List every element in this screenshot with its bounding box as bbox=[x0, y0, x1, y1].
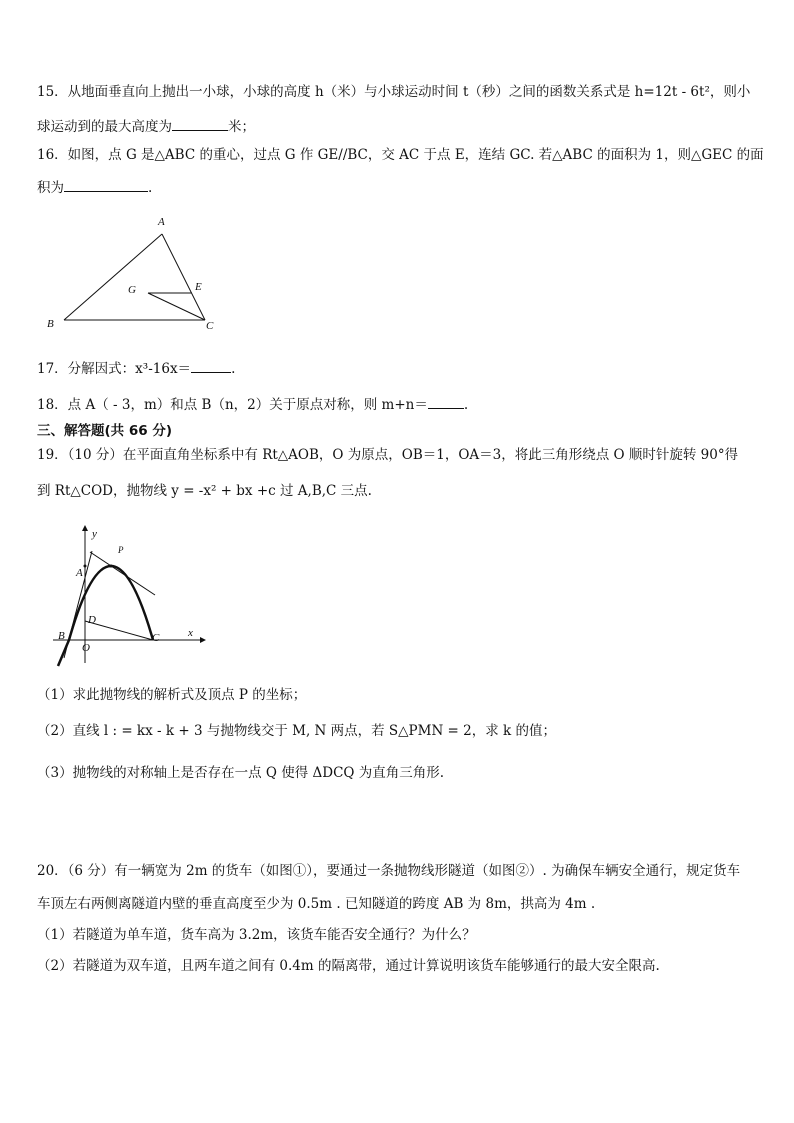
label-p: P bbox=[118, 545, 124, 555]
x-axis-arrow bbox=[200, 637, 206, 643]
label-y: y bbox=[92, 528, 97, 540]
segment-ac bbox=[162, 234, 205, 320]
q18-end: . bbox=[463, 397, 469, 413]
label-b: B bbox=[47, 318, 54, 330]
q16-line2-end: . bbox=[148, 180, 153, 196]
label-d: D bbox=[88, 614, 96, 626]
q20-line1: 20．（6 分）有一辆宽为 2m 的货车（如图①），要通过一条抛物线形隧道（如图②）. 为确保车辆安全通行，规定货车 bbox=[37, 863, 741, 879]
q20-part1: （1）若隧道为单车道，货车高为 3.2m，该货车能否安全通行？为什么？ bbox=[37, 927, 476, 943]
q15-line2-unit: 米； bbox=[228, 119, 255, 135]
q15-line2 bbox=[37, 116, 255, 136]
label-a: A bbox=[158, 216, 165, 228]
label-e: E bbox=[195, 281, 202, 293]
q17-line bbox=[37, 358, 235, 378]
triangle-figure bbox=[40, 210, 230, 335]
q19-part2: （2）直线 l : = kx - k + 3 与抛物线交于 M, N 两点，若 S△PMN = 2，求 k 的值； bbox=[37, 723, 557, 739]
point-p bbox=[110, 565, 113, 568]
q17-answer-blank[interactable] bbox=[191, 358, 231, 373]
q16-answer-blank[interactable] bbox=[64, 177, 148, 192]
q15-line2-text: 球运动到的最大高度为 bbox=[37, 119, 172, 135]
q19-line2: 到 Rt△COD，抛物线 y = -x² + bx +c 过 A,B,C 三点. bbox=[37, 483, 372, 499]
q15-line1: 15．从地面垂直向上抛出一小球，小球的高度 h（米）与小球运动时间 t（秒）之间的函数关系式是 h=12t - 6t²，则小 bbox=[37, 84, 751, 100]
q18-text: 18．点 A（ - 3，m）和点 B（n，2）关于原点对称，则 m+n＝ bbox=[37, 397, 428, 413]
segment-gc bbox=[148, 293, 205, 320]
q17-text: 17．分解因式：x³-16x＝ bbox=[37, 361, 192, 377]
q15-answer-blank[interactable] bbox=[172, 116, 228, 131]
line-l bbox=[90, 552, 155, 595]
q20-part2: （2）若隧道为双车道，且两车道之间有 0.4m 的隔离带，通过计算说明该货车能够通行的最大安全限高. bbox=[37, 958, 660, 974]
q19-part3: （3）抛物线的对称轴上是否存在一点 Q 使得 ΔDCQ 为直角三角形. bbox=[37, 765, 445, 781]
label-c: C bbox=[206, 320, 214, 332]
y-axis-arrow bbox=[82, 525, 88, 531]
q18-line bbox=[37, 394, 468, 414]
point-a bbox=[84, 565, 87, 568]
label-c: C bbox=[152, 632, 160, 644]
label-o: O bbox=[82, 642, 90, 654]
q16-line2-text: 积为 bbox=[37, 180, 64, 196]
q17-end: . bbox=[231, 361, 236, 377]
q16-line1: 16．如图，点 G 是△ABC 的重心，过点 G 作 GE//BC，交 AC 于点 E，连结 GC. 若△ABC 的面积为 1，则△GEC 的面 bbox=[37, 147, 764, 163]
label-x: x bbox=[188, 627, 193, 639]
label-g: G bbox=[128, 284, 136, 296]
parabola-figure bbox=[48, 523, 208, 673]
section-heading: 三、解答题(共 66 分) bbox=[37, 423, 173, 439]
label-a: A bbox=[76, 567, 83, 579]
label-b: B bbox=[58, 630, 65, 642]
q18-answer-blank[interactable] bbox=[428, 394, 464, 409]
q19-line1: 19．（10 分）在平面直角坐标系中有 Rt△AOB，O 为原点，OB＝1，OA＝3，将此三角形绕点 O 顺时针旋转 90°得 bbox=[37, 447, 739, 463]
q16-line2 bbox=[37, 177, 152, 197]
q19-part1: （1）求此抛物线的解析式及顶点 P 的坐标； bbox=[37, 687, 307, 703]
q20-line2: 车顶左右两侧离隧道内壁的垂直高度至少为 0.5m . 已知隧道的跨度 AB 为 8m，拱高为 4m . bbox=[37, 896, 596, 912]
segment-ab bbox=[64, 234, 162, 320]
